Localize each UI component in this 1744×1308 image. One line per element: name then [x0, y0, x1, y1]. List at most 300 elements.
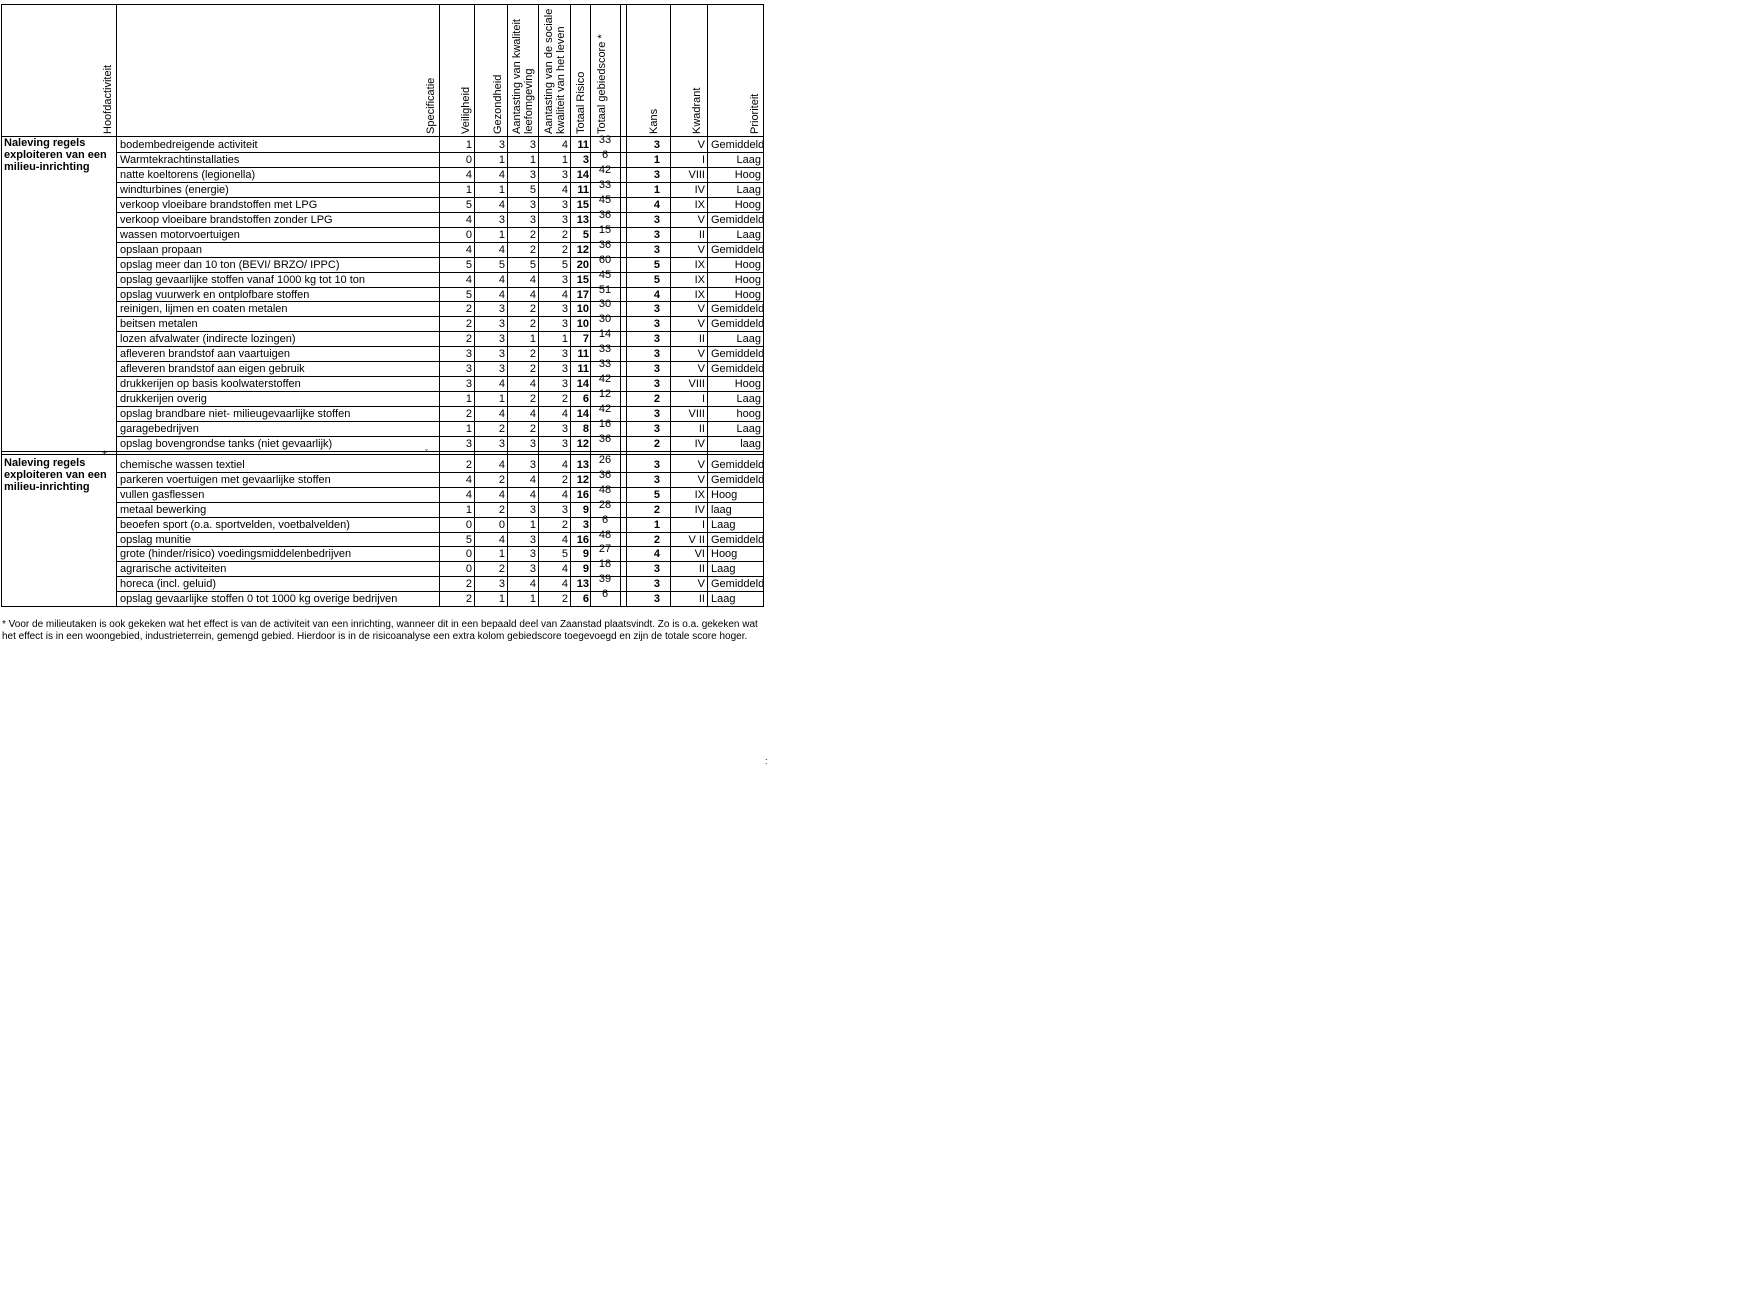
cell-v: 0 [465, 563, 472, 575]
cell-spec: parkeren voertuigen met gevaarlijke stoffen [120, 474, 331, 486]
cell-s: 2 [561, 593, 568, 605]
cell-g: 3 [498, 438, 505, 450]
cell-g: 4 [498, 534, 505, 546]
cell-kw: V [697, 303, 705, 315]
cell-g: 2 [498, 563, 505, 575]
cell-v: 5 [465, 534, 472, 546]
cell-tr: 9 [582, 563, 589, 575]
cell-spec: garagebedrijven [120, 423, 199, 435]
group-label-1: Naleving regels exploiteren van een milieu-inrichting [4, 137, 107, 173]
cell-tr: 12 [576, 244, 589, 256]
cell-tg: 18 [598, 558, 612, 570]
cell-tg: 36 [598, 469, 612, 481]
cell-spec: opslag gevaarlijke stoffen vanaf 1000 kg tot 10 ton [120, 274, 366, 286]
cell-tg: 36 [598, 239, 612, 251]
cell-tr: 12 [576, 438, 589, 450]
cell-kw: IV [694, 504, 705, 516]
cell-s: 3 [561, 423, 568, 435]
cell-v: 0 [465, 519, 472, 531]
cell-kw: IV [694, 184, 705, 196]
row-divider [116, 212, 764, 213]
cell-spec: natte koeltorens (legionella) [120, 169, 256, 181]
header-divider [1, 136, 764, 137]
cell-v: 2 [465, 459, 472, 471]
cell-v: 0 [465, 154, 472, 166]
cell-g: 4 [498, 489, 505, 501]
cell-a: 5 [529, 259, 536, 271]
cell-kw: IX [694, 289, 705, 301]
cell-k: 1 [653, 154, 660, 166]
cell-spec: opslag meer dan 10 ton (BEVI/ BRZO/ IPPC) [120, 259, 340, 271]
cell-kw: IX [694, 199, 705, 211]
cell-kw: V [697, 139, 705, 151]
cell-tr: 6 [582, 393, 589, 405]
cell-g: 4 [498, 199, 505, 211]
cell-g: 1 [498, 229, 505, 241]
cell-spec: verkoop vloeibare brandstoffen zonder LPG [120, 214, 333, 226]
cell-s: 4 [561, 578, 568, 590]
cell-k: 3 [653, 229, 660, 241]
cell-v: 2 [465, 578, 472, 590]
cell-g: 1 [498, 593, 505, 605]
cell-s: 3 [561, 363, 568, 375]
header-aantasting-sociaal-2: kwaliteit van het leven [555, 26, 567, 134]
cell-p: Hoog [734, 169, 761, 181]
cell-kw: V [697, 578, 705, 590]
cell-k: 3 [653, 423, 660, 435]
cell-spec: bodembedreigende activiteit [120, 139, 258, 151]
cell-g: 2 [498, 474, 505, 486]
cell-k: 3 [653, 363, 660, 375]
cell-kw: II [698, 563, 705, 575]
cell-tg: 36 [598, 433, 612, 445]
cell-s: 2 [561, 474, 568, 486]
cell-kw: I [701, 154, 705, 166]
row-divider [116, 227, 764, 228]
row-divider [116, 532, 764, 533]
header-veiligheid: Veiligheid [460, 86, 472, 134]
row-divider [116, 391, 764, 392]
cell-v: 3 [465, 348, 472, 360]
cell-p: laag [711, 504, 732, 516]
cell-v: 3 [465, 378, 472, 390]
cell-a: 1 [529, 593, 536, 605]
cell-kw: IV [694, 438, 705, 450]
row-divider [116, 361, 764, 362]
cell-tg: 33 [598, 134, 612, 146]
cell-p: Gemiddeld [711, 244, 765, 256]
footnote-line-2: het effect is in een woongebied, industrieterrein, gemengd gebied. Hierdoor is in de risicoanalyse een extra kolom gebiedscore toegevoegd en zijn de totale score hoger. [2, 631, 748, 642]
cell-tr: 16 [576, 534, 589, 546]
row-divider [116, 182, 764, 183]
cell-g: 1 [498, 184, 505, 196]
cell-tg: 51 [598, 284, 612, 296]
row-divider [116, 436, 764, 437]
cell-spec: drukkerijen overig [120, 393, 207, 405]
cell-p: laag [740, 438, 761, 450]
cell-tr: 10 [576, 303, 589, 315]
cell-g: 3 [498, 318, 505, 330]
cell-p: Laag [736, 229, 761, 241]
cell-a: 3 [529, 438, 536, 450]
cell-k: 1 [653, 184, 660, 196]
cell-s: 2 [561, 229, 568, 241]
cell-spec: lozen afvalwater (indirecte lozingen) [120, 333, 296, 345]
cell-p: Gemiddeld [711, 303, 765, 315]
cell-v: 3 [465, 363, 472, 375]
group-divider [1, 454, 764, 455]
cell-kw: I [701, 393, 705, 405]
cell-p: Gemiddeld [711, 348, 765, 360]
cell-tg: 33 [598, 179, 612, 191]
cell-s: 5 [561, 548, 568, 560]
cell-p: Hoog [711, 548, 738, 560]
cell-p: Laag [711, 563, 736, 575]
cell-s: 3 [561, 504, 568, 516]
row-divider [116, 376, 764, 377]
cell-s: 3 [561, 378, 568, 390]
cell-tg: 27 [598, 543, 612, 555]
cell-g: 0 [498, 519, 505, 531]
cell-k: 1 [653, 519, 660, 531]
cell-v: 4 [465, 244, 472, 256]
cell-a: 4 [529, 289, 536, 301]
cell-spec: opslag munitie [120, 534, 191, 546]
cell-k: 3 [653, 333, 660, 345]
group-divider-mark: + [102, 448, 108, 458]
cell-p: Gemiddeld [711, 318, 765, 330]
cell-a: 4 [529, 578, 536, 590]
cell-a: 3 [529, 459, 536, 471]
cell-k: 3 [653, 303, 660, 315]
cell-kw: IX [694, 274, 705, 286]
row-divider [116, 301, 764, 302]
cell-s: 4 [561, 289, 568, 301]
cell-tr: 13 [576, 459, 589, 471]
cell-spec: opslag brandbare niet- milieugevaarlijke stoffen [120, 408, 351, 420]
cell-a: 3 [529, 548, 536, 560]
cell-p: Hoog [734, 199, 761, 211]
cell-kw: V [697, 244, 705, 256]
cell-spec: Warmtekrachtinstallaties [120, 154, 240, 166]
cell-a: 4 [529, 378, 536, 390]
cell-spec: afleveren brandstof aan eigen gebruik [120, 363, 305, 375]
group-label-2: Naleving regels exploiteren van een milieu-inrichting [4, 457, 107, 493]
cell-a: 2 [529, 363, 536, 375]
cell-spec: wassen motorvoertuigen [120, 229, 240, 241]
cell-a: 3 [529, 214, 536, 226]
table-border-top [1, 4, 764, 5]
cell-p: Laag [736, 333, 761, 345]
cell-kw: VI [694, 548, 705, 560]
group-divider [1, 451, 764, 452]
cell-tr: 11 [577, 184, 589, 196]
cell-a: 3 [529, 139, 536, 151]
cell-kw: V [697, 318, 705, 330]
cell-spec: beitsen metalen [120, 318, 198, 330]
cell-g: 4 [498, 408, 505, 420]
cell-s: 3 [561, 303, 568, 315]
cell-tg: 12 [598, 388, 612, 400]
cell-k: 3 [653, 139, 660, 151]
header-totaal-risico: Totaal Risico [575, 71, 587, 134]
row-divider [116, 406, 764, 407]
cell-spec: drukkerijen op basis koolwaterstoffen [120, 378, 301, 390]
cell-tg: 42 [598, 164, 612, 176]
cell-s: 2 [561, 519, 568, 531]
cell-tg: 16 [598, 418, 612, 430]
column-divider [1, 4, 2, 606]
cell-v: 1 [465, 423, 472, 435]
header-specificatie: Specificatie [425, 77, 437, 134]
cell-kw: IX [694, 259, 705, 271]
cell-a: 4 [529, 408, 536, 420]
cell-tr: 17 [576, 289, 589, 301]
cell-g: 4 [498, 244, 505, 256]
cell-spec: metaal bewerking [120, 504, 207, 516]
cell-tg: 28 [598, 499, 612, 511]
cell-kw: II [698, 423, 705, 435]
cell-spec: horeca (incl. geluid) [120, 578, 216, 590]
row-divider [116, 272, 764, 273]
cell-a: 2 [529, 244, 536, 256]
cell-g: 2 [498, 504, 505, 516]
cell-p: Hoog [734, 274, 761, 286]
cell-k: 2 [653, 504, 660, 516]
cell-p: Hoog [711, 489, 738, 501]
cell-v: 1 [465, 139, 472, 151]
cell-tr: 13 [576, 214, 589, 226]
cell-spec: opslag gevaarlijke stoffen 0 tot 1000 kg overige bedrijven [120, 593, 398, 605]
cell-s: 1 [561, 154, 568, 166]
row-divider [116, 197, 764, 198]
cell-kw: V [697, 363, 705, 375]
cell-a: 3 [529, 169, 536, 181]
cell-spec: opslag bovengrondse tanks (niet gevaarlijk) [120, 438, 333, 450]
cell-spec: grote (hinder/risico) voedingsmiddelenbedrijven [120, 548, 352, 560]
cell-tr: 14 [576, 169, 589, 181]
cell-p: Laag [736, 423, 761, 435]
cell-g: 4 [498, 289, 505, 301]
cell-s: 3 [561, 199, 568, 211]
row-divider [116, 287, 764, 288]
cell-kw: V [697, 214, 705, 226]
cell-p: Hoog [734, 289, 761, 301]
cell-spec: chemische wassen textiel [120, 459, 245, 471]
cell-k: 2 [653, 534, 660, 546]
cell-k: 3 [653, 408, 660, 420]
cell-spec: verkoop vloeibare brandstoffen met LPG [120, 199, 318, 211]
cell-spec: opslag vuurwerk en ontplofbare stoffen [120, 289, 310, 301]
cell-tr: 3 [582, 154, 589, 166]
cell-kw: II [698, 593, 705, 605]
cell-g: 3 [498, 348, 505, 360]
cell-tr: 13 [576, 578, 589, 590]
cell-s: 4 [561, 459, 568, 471]
cell-a: 2 [529, 229, 536, 241]
cell-a: 2 [529, 393, 536, 405]
cell-v: 2 [465, 333, 472, 345]
cell-p: Laag [711, 593, 736, 605]
cell-g: 3 [498, 303, 505, 315]
cell-tg: 45 [598, 269, 612, 281]
cell-a: 1 [529, 154, 536, 166]
cell-v: 2 [465, 318, 472, 330]
cell-kw: V [697, 474, 705, 486]
cell-a: 3 [529, 534, 536, 546]
cell-kw: I [701, 519, 705, 531]
cell-p: Gemiddeld [711, 363, 765, 375]
cell-tr: 3 [582, 519, 589, 531]
cell-k: 3 [653, 474, 660, 486]
cell-kw: V II [688, 534, 705, 546]
cell-a: 1 [529, 333, 536, 345]
cell-tr: 16 [576, 489, 589, 501]
column-divider [116, 4, 117, 606]
cell-k: 3 [653, 169, 660, 181]
row-divider [116, 546, 764, 547]
cell-s: 4 [561, 184, 568, 196]
cell-g: 3 [498, 363, 505, 375]
cell-a: 4 [529, 474, 536, 486]
cell-p: Laag [736, 393, 761, 405]
cell-spec: afleveren brandstof aan vaartuigen [120, 348, 291, 360]
cell-a: 5 [529, 184, 536, 196]
row-divider [116, 316, 764, 317]
cell-k: 3 [653, 563, 660, 575]
cell-s: 3 [561, 169, 568, 181]
cell-p: Laag [736, 184, 761, 196]
cell-a: 2 [529, 423, 536, 435]
cell-p: Gemiddeld [711, 534, 765, 546]
cell-v: 0 [465, 229, 472, 241]
cell-a: 2 [529, 303, 536, 315]
cell-s: 3 [561, 274, 568, 286]
cell-tg: 48 [598, 529, 612, 541]
cell-g: 2 [498, 423, 505, 435]
cell-p: Gemiddeld [711, 459, 765, 471]
cell-a: 4 [529, 274, 536, 286]
cell-g: 1 [498, 154, 505, 166]
header-aantasting-sociaal-1: Aantasting van de sociale [543, 8, 555, 134]
cell-tg: 33 [598, 343, 612, 355]
cell-a: 2 [529, 318, 536, 330]
cell-a: 3 [529, 199, 536, 211]
cell-k: 3 [653, 593, 660, 605]
cell-tr: 20 [576, 259, 589, 271]
cell-tg: 30 [598, 313, 612, 325]
header-prioriteit: Prioriteit [749, 93, 761, 134]
cell-spec: agrarische activiteiten [120, 563, 227, 575]
cell-p: Laag [711, 519, 736, 531]
cell-v: 2 [465, 593, 472, 605]
cell-v: 3 [465, 438, 472, 450]
cell-s: 1 [561, 333, 568, 345]
cell-k: 3 [653, 214, 660, 226]
cell-g: 4 [498, 378, 505, 390]
cell-v: 4 [465, 274, 472, 286]
cell-p: Gemiddeld [711, 214, 765, 226]
cell-spec: opslaan propaan [120, 244, 202, 256]
cell-k: 4 [653, 289, 660, 301]
cell-tg: 48 [598, 484, 612, 496]
header-kwadrant: Kwadrant [691, 87, 703, 134]
cell-tg: 36 [598, 209, 612, 221]
cell-p: Laag [736, 154, 761, 166]
row-divider [116, 242, 764, 243]
cell-p: hoog [736, 408, 761, 420]
cell-a: 3 [529, 504, 536, 516]
column-divider [707, 4, 708, 606]
cell-spec: reinigen, lijmen en coaten metalen [120, 303, 288, 315]
cell-kw: II [698, 229, 705, 241]
cell-s: 2 [561, 393, 568, 405]
cell-tr: 7 [582, 333, 589, 345]
cell-k: 5 [653, 274, 660, 286]
cell-v: 4 [465, 489, 472, 501]
cell-tg: 60 [598, 254, 612, 266]
cell-v: 1 [465, 184, 472, 196]
cell-g: 5 [498, 259, 505, 271]
cell-s: 4 [561, 139, 568, 151]
cell-tg: 15 [598, 224, 612, 236]
row-divider [116, 257, 764, 258]
cell-g: 3 [498, 578, 505, 590]
cell-s: 4 [561, 534, 568, 546]
row-divider [116, 167, 764, 168]
cell-v: 0 [465, 548, 472, 560]
header-aantasting-leefomgeving-1: Aantasting van kwaliteit [511, 19, 523, 134]
cell-g: 3 [498, 139, 505, 151]
cell-tg: 26 [598, 454, 612, 466]
cell-v: 2 [465, 408, 472, 420]
cell-kw: IX [694, 489, 705, 501]
cell-g: 3 [498, 214, 505, 226]
cell-v: 2 [465, 303, 472, 315]
cell-tr: 9 [582, 504, 589, 516]
cell-a: 2 [529, 348, 536, 360]
cell-tr: 8 [582, 423, 589, 435]
cell-p: Gemiddeld [711, 139, 765, 151]
row-divider [116, 502, 764, 503]
cell-k: 4 [653, 199, 660, 211]
cell-tg: 33 [598, 358, 612, 370]
cell-g: 4 [498, 169, 505, 181]
column-divider [620, 4, 621, 606]
cell-s: 4 [561, 489, 568, 501]
header-totaal-gebiedscore: Totaal gebiedscore * [596, 34, 608, 134]
cell-k: 3 [653, 378, 660, 390]
cell-s: 3 [561, 214, 568, 226]
cell-tg: 30 [598, 298, 612, 310]
row-divider [116, 331, 764, 332]
cell-tg: 39 [598, 573, 612, 585]
cell-v: 4 [465, 214, 472, 226]
cell-tr: 11 [577, 139, 589, 151]
cell-kw: VIII [688, 378, 705, 390]
stray-mark: : [765, 756, 768, 766]
cell-tg: 6 [601, 514, 609, 526]
cell-p: Gemiddeld [711, 474, 765, 486]
cell-g: 3 [498, 333, 505, 345]
cell-k: 2 [653, 393, 660, 405]
cell-s: 4 [561, 408, 568, 420]
cell-s: 4 [561, 563, 568, 575]
cell-tr: 15 [576, 274, 589, 286]
cell-k: 3 [653, 348, 660, 360]
cell-spec: windturbines (energie) [120, 184, 229, 196]
table-border-bottom [1, 606, 764, 607]
